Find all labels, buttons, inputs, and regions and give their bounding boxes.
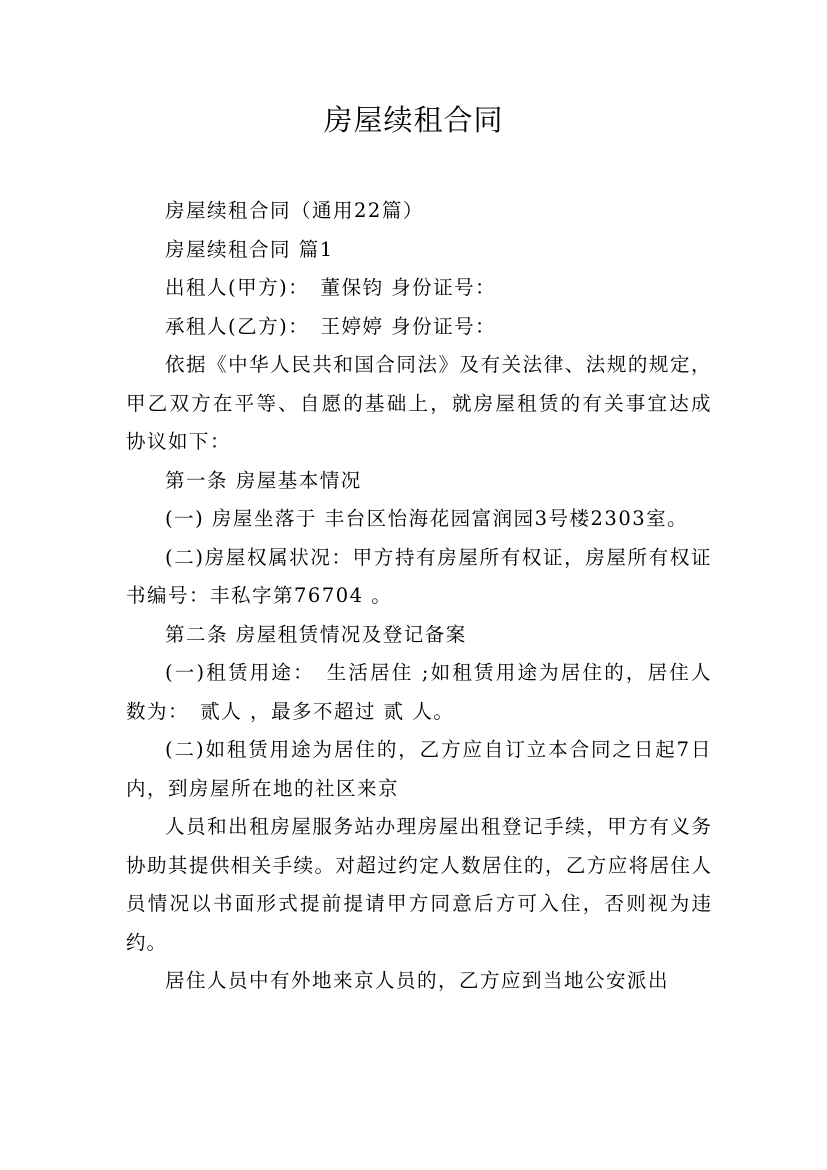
paragraph-article-1-item-2: (二)房屋权属状况：甲方持有房屋所有权证，房屋所有权证书编号：丰私字第76704 。 <box>126 545 712 607</box>
paragraph-article-2-item-1: (一)租赁用途： 生活居住 ;如租赁用途为居住的，居住人数为： 贰人 ，最多不超过 贰 人。 <box>126 661 712 723</box>
paragraph-article-2-heading: 第二条 房屋租赁情况及登记备案 <box>165 622 467 646</box>
paragraph-article-2-item-2: (二)如租赁用途为居住的，乙方应自订立本合同之日起7日内，到房屋所在地的社区来京 <box>126 738 712 800</box>
paragraph-article-1-item-1: (一) 房屋坐落于 丰台区怡海花园富润园3号楼2303室。 <box>165 507 689 530</box>
paragraph-registration: 人员和出租房屋服务站办理房屋出租登记手续，甲方有义务协助其提供相关手续。对超过约定人数居住的，乙方应将居住人员情况以书面形式提前提请甲方同意后方可入住，否则视为违约。 <box>126 815 712 954</box>
paragraph-section-heading: 房屋续租合同 篇1 <box>165 237 334 261</box>
paragraph-article-1-heading: 第一条 房屋基本情况 <box>165 468 362 492</box>
paragraph-lessee: 承租人(乙方)： 王婷婷 身份证号： <box>165 314 497 338</box>
document-title: 房屋续租合同 <box>323 103 504 137</box>
document-body <box>126 192 712 1001</box>
paragraph-lessor: 出租人(甲方)： 董保钧 身份证号： <box>165 276 497 299</box>
paragraph-subtitle: 房屋续租合同（通用22篇） <box>165 199 424 222</box>
paragraph-nonlocal-residents: 居住人员中有外地来京人员的，乙方应到当地公安派出 <box>165 969 670 992</box>
paragraph-preamble: 依据《中华人民共和国合同法》及有关法律、法规的规定，甲乙双方在平等、自愿的基础上，就房屋租赁的有关事宜达成协议如下： <box>126 353 712 453</box>
